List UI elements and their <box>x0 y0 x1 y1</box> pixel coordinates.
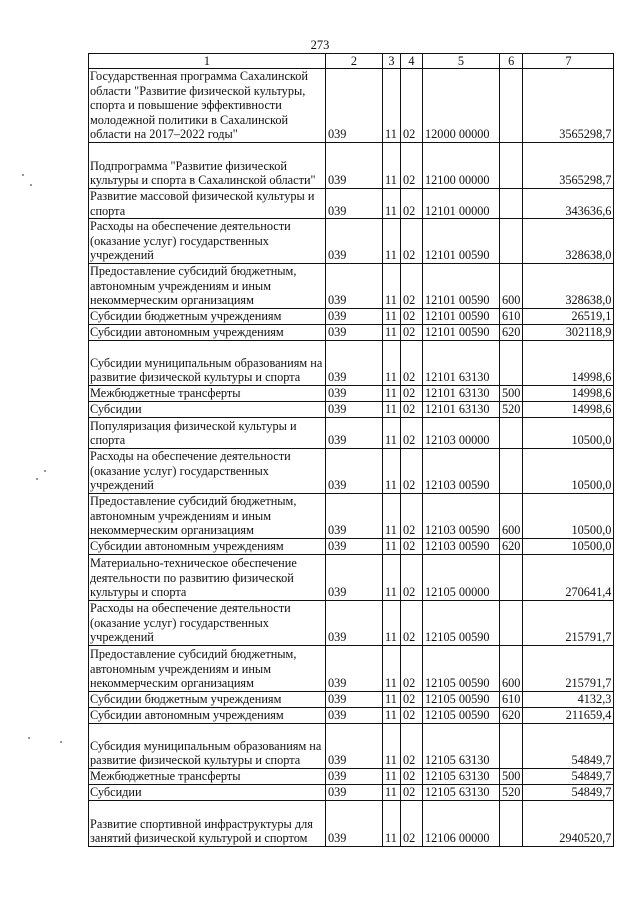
target-article-code: 12105 63130 <box>423 768 500 784</box>
table-row <box>89 142 614 188</box>
expense-type-code <box>500 188 523 218</box>
target-article-code: 12105 63130 <box>423 784 500 800</box>
table-row <box>89 219 614 264</box>
page-number: 273 <box>310 38 330 52</box>
row-name: Подпрограмма "Развитие физической культуры и спорта в Сахалинской области" <box>89 142 326 188</box>
expense-type-code: 600 <box>500 493 523 538</box>
row-name: Субсидии автономным учреждениям <box>89 707 326 723</box>
subsection-code: 02 <box>401 768 423 784</box>
amount: 14998,6 <box>523 385 614 401</box>
scan-speck <box>22 174 24 176</box>
section-code: 11 <box>383 645 401 691</box>
scan-speck <box>60 741 62 743</box>
row-name: Развитие массовой физической культуры и спорта <box>89 188 326 218</box>
grbs-code: 039 <box>326 324 383 340</box>
section-code: 11 <box>383 324 401 340</box>
target-article-code: 12000 00000 <box>423 69 500 143</box>
subsection-code: 02 <box>401 784 423 800</box>
target-article-code: 12101 00590 <box>423 219 500 264</box>
grbs-code: 039 <box>326 448 383 493</box>
expense-type-code: 500 <box>500 385 523 401</box>
grbs-code: 039 <box>326 707 383 723</box>
subsection-code: 02 <box>401 142 423 188</box>
row-name: Субсидии <box>89 784 326 800</box>
grbs-code: 039 <box>326 691 383 707</box>
target-article-code: 12101 00000 <box>423 188 500 218</box>
subsection-code: 02 <box>401 645 423 691</box>
expense-type-code <box>500 554 523 600</box>
section-code: 11 <box>383 554 401 600</box>
scan-speck <box>36 478 38 480</box>
target-article-code: 12105 00590 <box>423 600 500 645</box>
subsection-code: 02 <box>401 308 423 324</box>
amount: 10500,0 <box>523 417 614 448</box>
subsection-code: 02 <box>401 69 423 143</box>
section-code: 11 <box>383 723 401 768</box>
grbs-code: 039 <box>326 142 383 188</box>
row-name: Межбюджетные трансферты <box>89 768 326 784</box>
section-code: 11 <box>383 448 401 493</box>
amount: 54849,7 <box>523 784 614 800</box>
subsection-code: 02 <box>401 600 423 645</box>
row-name: Предоставление субсидий бюджетным, автономным учреждениям и иным некоммерческим организациям <box>89 645 326 691</box>
grbs-code: 039 <box>326 401 383 417</box>
table-row <box>89 493 614 538</box>
subsection-code: 02 <box>401 493 423 538</box>
grbs-code: 039 <box>326 263 383 308</box>
target-article-code: 12101 63130 <box>423 385 500 401</box>
row-name: Субсидия муниципальным образованиям на развитие физической культуры и спорта <box>89 723 326 768</box>
row-name: Предоставление субсидий бюджетным, автономным учреждениям и иным некоммерческим организациям <box>89 263 326 308</box>
section-code: 11 <box>383 142 401 188</box>
column-number-row <box>89 54 614 69</box>
amount: 10500,0 <box>523 538 614 554</box>
grbs-code: 039 <box>326 340 383 385</box>
column-number: 5 <box>423 54 500 69</box>
amount: 14998,6 <box>523 401 614 417</box>
expense-type-code <box>500 219 523 264</box>
grbs-code: 039 <box>326 723 383 768</box>
scan-speck <box>30 184 32 186</box>
expense-type-code: 520 <box>500 784 523 800</box>
section-code: 11 <box>383 784 401 800</box>
section-code: 11 <box>383 417 401 448</box>
table-row <box>89 768 614 784</box>
amount: 2940520,7 <box>523 800 614 846</box>
expense-type-code <box>500 723 523 768</box>
row-name: Государственная программа Сахалинской области "Развитие физической культуры, спорта и повышение эффективности молодежной политики в Сахалинской области на 2017–2022 годы" <box>89 69 326 143</box>
section-code: 11 <box>383 401 401 417</box>
row-name: Материально-техническое обеспечение деятельности по развитию физической культуры и спорта <box>89 554 326 600</box>
section-code: 11 <box>383 707 401 723</box>
target-article-code: 12106 00000 <box>423 800 500 846</box>
expense-type-code: 500 <box>500 768 523 784</box>
amount: 328638,0 <box>523 263 614 308</box>
expense-type-code <box>500 417 523 448</box>
expense-type-code: 520 <box>500 401 523 417</box>
section-code: 11 <box>383 538 401 554</box>
row-name: Субсидии бюджетным учреждениям <box>89 691 326 707</box>
target-article-code: 12103 00590 <box>423 448 500 493</box>
amount: 215791,7 <box>523 645 614 691</box>
target-article-code: 12101 00590 <box>423 263 500 308</box>
amount: 215791,7 <box>523 600 614 645</box>
grbs-code: 039 <box>326 538 383 554</box>
target-article-code: 12105 63130 <box>423 723 500 768</box>
table-row <box>89 340 614 385</box>
amount: 26519,1 <box>523 308 614 324</box>
row-name: Субсидии муниципальным образованиям на развитие физической культуры и спорта <box>89 340 326 385</box>
subsection-code: 02 <box>401 448 423 493</box>
amount: 211659,4 <box>523 707 614 723</box>
target-article-code: 12105 00590 <box>423 691 500 707</box>
table-row <box>89 69 614 143</box>
target-article-code: 12103 00590 <box>423 493 500 538</box>
subsection-code: 02 <box>401 263 423 308</box>
subsection-code: 02 <box>401 707 423 723</box>
grbs-code: 039 <box>326 645 383 691</box>
budget-table <box>88 53 614 847</box>
target-article-code: 12105 00590 <box>423 645 500 691</box>
grbs-code: 039 <box>326 417 383 448</box>
row-name: Предоставление субсидий бюджетным, автономным учреждениям и иным некоммерческим организациям <box>89 493 326 538</box>
target-article-code: 12105 00000 <box>423 554 500 600</box>
row-name: Развитие спортивной инфраструктуры для занятий физической культурой и спортом <box>89 800 326 846</box>
grbs-code: 039 <box>326 493 383 538</box>
row-name: Субсидии автономным учреждениям <box>89 324 326 340</box>
section-code: 11 <box>383 493 401 538</box>
column-number: 2 <box>326 54 383 69</box>
grbs-code: 039 <box>326 219 383 264</box>
grbs-code: 039 <box>326 69 383 143</box>
subsection-code: 02 <box>401 538 423 554</box>
subsection-code: 02 <box>401 188 423 218</box>
section-code: 11 <box>383 600 401 645</box>
amount: 302118,9 <box>523 324 614 340</box>
scan-speck <box>28 737 30 739</box>
expense-type-code: 600 <box>500 263 523 308</box>
target-article-code: 12101 00590 <box>423 308 500 324</box>
table-row <box>89 448 614 493</box>
amount: 10500,0 <box>523 448 614 493</box>
target-article-code: 12101 63130 <box>423 401 500 417</box>
expense-type-code: 600 <box>500 645 523 691</box>
grbs-code: 039 <box>326 784 383 800</box>
section-code: 11 <box>383 385 401 401</box>
row-name: Субсидии <box>89 401 326 417</box>
table-row <box>89 263 614 308</box>
grbs-code: 039 <box>326 308 383 324</box>
section-code: 11 <box>383 768 401 784</box>
row-name: Субсидии автономным учреждениям <box>89 538 326 554</box>
row-name: Расходы на обеспечение деятельности (оказание услуг) государственных учреждений <box>89 448 326 493</box>
target-article-code: 12103 00000 <box>423 417 500 448</box>
table-row <box>89 385 614 401</box>
table-row <box>89 401 614 417</box>
table-row <box>89 554 614 600</box>
target-article-code: 12103 00590 <box>423 538 500 554</box>
amount: 10500,0 <box>523 493 614 538</box>
subsection-code: 02 <box>401 340 423 385</box>
table-row <box>89 784 614 800</box>
table-row <box>89 691 614 707</box>
amount: 54849,7 <box>523 723 614 768</box>
grbs-code: 039 <box>326 385 383 401</box>
subsection-code: 02 <box>401 417 423 448</box>
column-number: 3 <box>383 54 401 69</box>
expense-type-code: 610 <box>500 691 523 707</box>
subsection-code: 02 <box>401 691 423 707</box>
amount: 54849,7 <box>523 768 614 784</box>
subsection-code: 02 <box>401 401 423 417</box>
row-name: Популяризация физической культуры и спорта <box>89 417 326 448</box>
grbs-code: 039 <box>326 800 383 846</box>
column-number: 1 <box>89 54 326 69</box>
expense-type-code <box>500 69 523 143</box>
amount: 3565298,7 <box>523 142 614 188</box>
expense-type-code: 610 <box>500 308 523 324</box>
table-row <box>89 417 614 448</box>
section-code: 11 <box>383 691 401 707</box>
subsection-code: 02 <box>401 800 423 846</box>
target-article-code: 12101 00590 <box>423 324 500 340</box>
amount: 343636,6 <box>523 188 614 218</box>
expense-type-code: 620 <box>500 324 523 340</box>
section-code: 11 <box>383 219 401 264</box>
subsection-code: 02 <box>401 554 423 600</box>
table-row <box>89 707 614 723</box>
row-name: Расходы на обеспечение деятельности (оказание услуг) государственных учреждений <box>89 600 326 645</box>
scan-speck <box>44 470 46 472</box>
subsection-code: 02 <box>401 385 423 401</box>
subsection-code: 02 <box>401 723 423 768</box>
row-name: Субсидии бюджетным учреждениям <box>89 308 326 324</box>
table-row <box>89 308 614 324</box>
subsection-code: 02 <box>401 219 423 264</box>
section-code: 11 <box>383 69 401 143</box>
table-body <box>89 69 614 847</box>
row-name: Межбюджетные трансферты <box>89 385 326 401</box>
grbs-code: 039 <box>326 554 383 600</box>
section-code: 11 <box>383 800 401 846</box>
expense-type-code <box>500 448 523 493</box>
section-code: 11 <box>383 263 401 308</box>
expense-type-code <box>500 600 523 645</box>
table-row <box>89 645 614 691</box>
row-name: Расходы на обеспечение деятельности (оказание услуг) государственных учреждений <box>89 219 326 264</box>
section-code: 11 <box>383 308 401 324</box>
amount: 3565298,7 <box>523 69 614 143</box>
column-number: 4 <box>401 54 423 69</box>
target-article-code: 12101 63130 <box>423 340 500 385</box>
column-number: 7 <box>523 54 614 69</box>
table-row <box>89 600 614 645</box>
expense-type-code <box>500 800 523 846</box>
table-row <box>89 188 614 218</box>
section-code: 11 <box>383 340 401 385</box>
expense-type-code: 620 <box>500 707 523 723</box>
grbs-code: 039 <box>326 188 383 218</box>
grbs-code: 039 <box>326 768 383 784</box>
subsection-code: 02 <box>401 324 423 340</box>
amount: 4132,3 <box>523 691 614 707</box>
section-code: 11 <box>383 188 401 218</box>
grbs-code: 039 <box>326 600 383 645</box>
column-number: 6 <box>500 54 523 69</box>
expense-type-code <box>500 340 523 385</box>
table-row <box>89 324 614 340</box>
amount: 270641,4 <box>523 554 614 600</box>
table-row <box>89 538 614 554</box>
table-row <box>89 800 614 846</box>
target-article-code: 12100 00000 <box>423 142 500 188</box>
amount: 328638,0 <box>523 219 614 264</box>
expense-type-code <box>500 142 523 188</box>
amount: 14998,6 <box>523 340 614 385</box>
table-row <box>89 723 614 768</box>
target-article-code: 12105 00590 <box>423 707 500 723</box>
expense-type-code: 620 <box>500 538 523 554</box>
